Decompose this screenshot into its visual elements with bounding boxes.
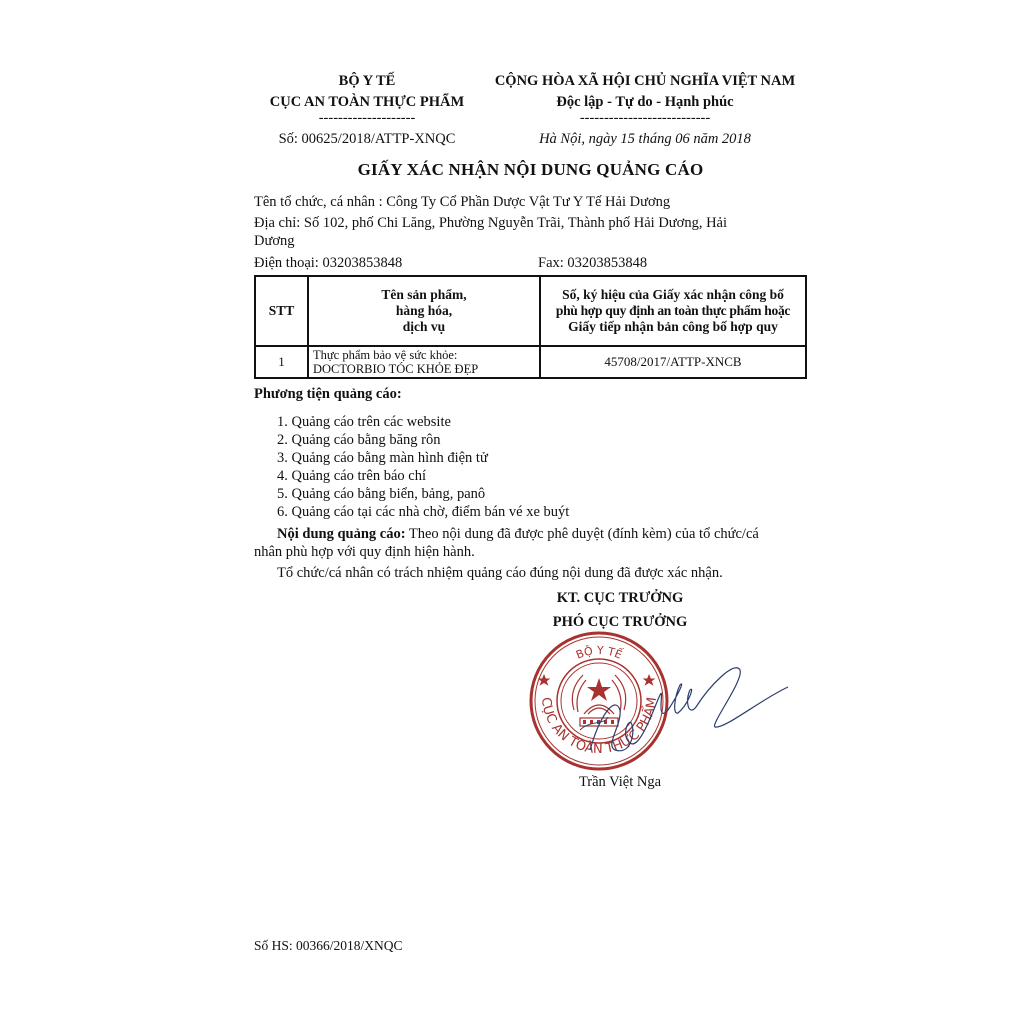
svg-text:BỘ Y TẾ: BỘ Y TẾ [574, 643, 624, 662]
media-item: 6. Quảng cáo tại các nhà chờ, điểm bán vé xe buýt [277, 504, 570, 520]
header-certificate [540, 276, 806, 346]
content-text: Theo nội dung đã được phê duyệt (đính kèm) của tổ chức/cá [405, 526, 759, 542]
media-item: 1. Quảng cáo trên các website [277, 414, 451, 430]
header-product [308, 276, 540, 346]
organization-name: Tên tổ chức, cá nhân : Công Ty Cổ Phần Dược Vật Tư Y Tế Hải Dương [254, 194, 671, 210]
header-product-line: hàng hóa, [395, 303, 453, 318]
header-left-divider: -------------------- [318, 110, 416, 126]
address-line-2: Dương [254, 233, 295, 249]
svg-text:CỤC AN TOÀN THỰC PHẨM: CỤC AN TOÀN THỰC PHẨM [537, 696, 661, 758]
header-right-divider: --------------------------- [579, 110, 711, 126]
fax-number: Fax: 03203853848 [538, 255, 648, 271]
header-product-line: Tên sản phẩm, [381, 287, 467, 302]
cell-certificate: 45708/2017/ATTP-XNCB [540, 346, 806, 378]
media-item: 4. Quảng cáo trên báo chí [277, 468, 426, 484]
header-certificate-line: phù hợp quy định an toàn thực phẩm hoặc [555, 303, 791, 318]
phone-number: Điện thoại: 03203853848 [254, 255, 403, 271]
national-motto: Độc lập - Tự do - Hạnh phúc [556, 94, 734, 110]
header-certificate-line: Giấy tiếp nhận bản công bố hợp quy [568, 319, 778, 334]
cell-stt: 1 [255, 346, 308, 378]
place-and-date: Hà Nội, ngày 15 tháng 06 năm 2018 [539, 131, 751, 147]
header-stt: STT [255, 276, 308, 346]
address-line-1: Địa chỉ: Số 102, phố Chi Lăng, Phường Nguyễn Trãi, Thành phố Hải Dương, Hải [254, 215, 728, 231]
content-label: Nội dung quảng cáo: [277, 526, 406, 542]
signatory-title-1: KT. CỤC TRƯỞNG [556, 590, 684, 606]
header-product-line: dịch vụ [402, 319, 446, 334]
content-paragraph [277, 525, 759, 543]
agency-name: CỤC AN TOÀN THỰC PHẨM [269, 94, 465, 110]
document-number: Số: 00625/2018/ATTP-XNQC [278, 131, 456, 147]
product-table [254, 275, 807, 379]
document-title: GIẤY XÁC NHẬN NỘI DUNG QUẢNG CÁO [357, 160, 704, 179]
media-item: 3. Quảng cáo bằng màn hình điện tử [277, 450, 488, 466]
product-category: Thực phẩm bảo vệ sức khỏe: [313, 348, 458, 362]
header-certificate-line: Số, ký hiệu của Giấy xác nhận công bố [562, 287, 784, 302]
signatory-title-2: PHÓ CỤC TRƯỞNG [552, 614, 688, 630]
table-header-row [255, 276, 806, 346]
content-text-continued: nhân phù hợp với quy định hiện hành. [254, 544, 475, 560]
responsibility-statement: Tổ chức/cá nhân có trách nhiệm quảng cáo đúng nội dung đã được xác nhận. [277, 565, 723, 581]
media-item: 2. Quảng cáo bằng băng rôn [277, 432, 441, 448]
handwritten-signature-icon [560, 655, 790, 765]
nation-name: CỘNG HÒA XÃ HỘI CHỦ NGHĨA VIỆT NAM [494, 73, 796, 89]
table-row [255, 346, 806, 378]
ministry-name: BỘ Y TẾ [338, 73, 396, 89]
file-number: Số HS: 00366/2018/XNQC [254, 938, 403, 953]
media-item: 5. Quảng cáo bằng biển, bảng, panô [277, 486, 486, 502]
signer-name: Trần Việt Nga [578, 774, 662, 790]
product-name: DOCTORBIO TÓC KHỎE ĐẸP [313, 362, 479, 376]
cell-product [308, 346, 540, 378]
media-heading: Phương tiện quảng cáo: [254, 386, 402, 402]
